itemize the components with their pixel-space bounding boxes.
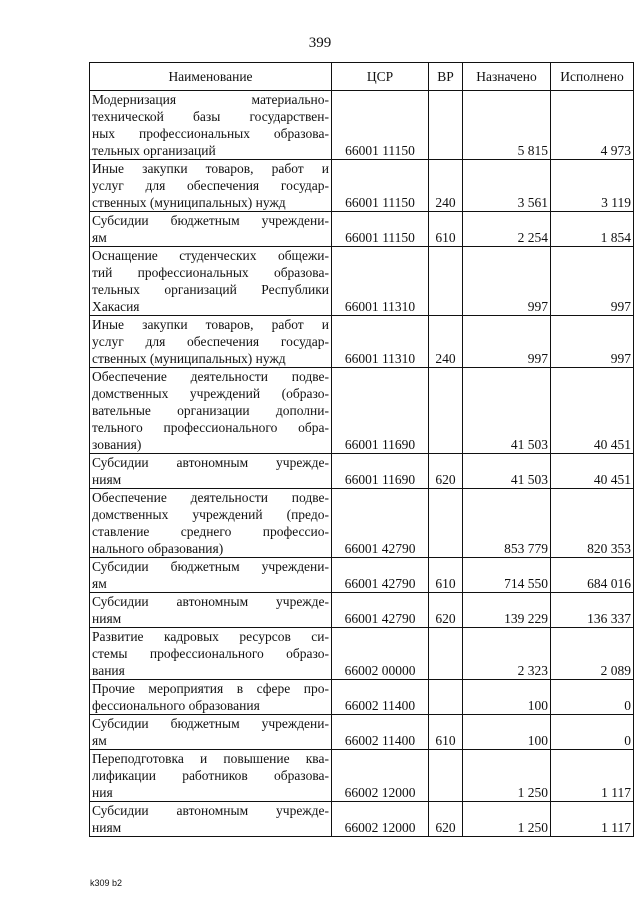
row-name-line: ниям bbox=[92, 611, 122, 626]
row-csr: 66001 11310 bbox=[332, 316, 429, 368]
row-executed: 1 117 bbox=[551, 802, 634, 837]
row-name bbox=[90, 368, 332, 454]
row-executed: 40 451 bbox=[551, 368, 634, 454]
table-row bbox=[90, 212, 634, 247]
row-name-line: Обеспечение деятельности подве- bbox=[92, 490, 329, 505]
row-name-line: фессионального образования bbox=[92, 698, 260, 713]
row-name-line: ниям bbox=[92, 472, 122, 487]
table-row bbox=[90, 628, 634, 680]
row-vr bbox=[429, 247, 463, 316]
row-name-line: ям bbox=[92, 230, 107, 245]
row-executed: 0 bbox=[551, 680, 634, 715]
row-name-line: лификации работников образова- bbox=[92, 768, 329, 783]
row-executed: 2 089 bbox=[551, 628, 634, 680]
row-name-line: услуг для обеспечения государ- bbox=[92, 334, 329, 349]
table-row bbox=[90, 368, 634, 454]
row-name-line: Субсидии автономным учрежде- bbox=[92, 594, 329, 609]
row-name bbox=[90, 558, 332, 593]
table-body bbox=[90, 91, 634, 837]
row-assigned: 2 323 bbox=[463, 628, 551, 680]
footer-code: k309 b2 bbox=[90, 878, 123, 888]
row-name-line: Субсидии автономным учрежде- bbox=[92, 455, 329, 470]
row-csr: 66001 42790 bbox=[332, 593, 429, 628]
row-assigned: 100 bbox=[463, 680, 551, 715]
row-csr: 66001 11690 bbox=[332, 454, 429, 489]
page-number: 399 bbox=[308, 35, 332, 51]
row-csr: 66002 11400 bbox=[332, 715, 429, 750]
row-assigned: 1 250 bbox=[463, 802, 551, 837]
row-name-line: Развитие кадровых ресурсов си- bbox=[92, 629, 329, 644]
row-vr: 240 bbox=[429, 160, 463, 212]
row-executed: 820 353 bbox=[551, 489, 634, 558]
header-csr: ЦСР bbox=[332, 63, 429, 91]
row-assigned: 1 250 bbox=[463, 750, 551, 802]
row-name-line: ственных (муниципальных) нужд bbox=[92, 195, 286, 210]
table-row bbox=[90, 802, 634, 837]
row-vr: 620 bbox=[429, 593, 463, 628]
header-name: Наименование bbox=[90, 63, 332, 91]
row-name bbox=[90, 247, 332, 316]
row-name-line: Переподготовка и повышение ква- bbox=[92, 751, 329, 766]
table-row bbox=[90, 593, 634, 628]
row-assigned: 853 779 bbox=[463, 489, 551, 558]
row-name bbox=[90, 680, 332, 715]
row-executed: 0 bbox=[551, 715, 634, 750]
header-executed: Исполнено bbox=[551, 63, 634, 91]
row-name-line: Субсидии бюджетным учреждени- bbox=[92, 213, 329, 228]
row-name-line: ям bbox=[92, 733, 107, 748]
row-assigned: 5 815 bbox=[463, 91, 551, 160]
row-vr bbox=[429, 628, 463, 680]
row-assigned: 3 561 bbox=[463, 160, 551, 212]
row-vr bbox=[429, 91, 463, 160]
table-row bbox=[90, 316, 634, 368]
table-row bbox=[90, 680, 634, 715]
row-csr: 66002 12000 bbox=[332, 802, 429, 837]
row-executed: 3 119 bbox=[551, 160, 634, 212]
row-name-line: Иные закупки товаров, работ и bbox=[92, 161, 329, 176]
row-name bbox=[90, 750, 332, 802]
row-executed: 136 337 bbox=[551, 593, 634, 628]
row-executed: 997 bbox=[551, 247, 634, 316]
table-row bbox=[90, 558, 634, 593]
row-name-line: тий профессиональных образова- bbox=[92, 265, 329, 280]
row-name-line: Субсидии бюджетным учреждени- bbox=[92, 559, 329, 574]
row-csr: 66002 11400 bbox=[332, 680, 429, 715]
row-assigned: 714 550 bbox=[463, 558, 551, 593]
row-executed: 1 117 bbox=[551, 750, 634, 802]
table-row bbox=[90, 91, 634, 160]
row-executed: 1 854 bbox=[551, 212, 634, 247]
row-vr bbox=[429, 680, 463, 715]
row-name bbox=[90, 802, 332, 837]
header-assigned: Назначено bbox=[463, 63, 551, 91]
row-csr: 66002 12000 bbox=[332, 750, 429, 802]
row-csr: 66001 11690 bbox=[332, 368, 429, 454]
row-name bbox=[90, 91, 332, 160]
row-csr: 66001 11150 bbox=[332, 160, 429, 212]
row-name bbox=[90, 715, 332, 750]
row-name-line: тельных организаций Республики bbox=[92, 282, 329, 297]
row-name-line: ния bbox=[92, 785, 113, 800]
row-name-line: зования) bbox=[92, 437, 142, 452]
row-assigned: 100 bbox=[463, 715, 551, 750]
row-name-line: ных профессиональных образова- bbox=[92, 126, 329, 141]
row-csr: 66001 42790 bbox=[332, 489, 429, 558]
row-name bbox=[90, 454, 332, 489]
table-row bbox=[90, 715, 634, 750]
row-name-line: Модернизация материально- bbox=[92, 92, 329, 107]
row-executed: 997 bbox=[551, 316, 634, 368]
row-vr: 240 bbox=[429, 316, 463, 368]
row-executed: 40 451 bbox=[551, 454, 634, 489]
row-vr: 610 bbox=[429, 558, 463, 593]
row-name-line: ям bbox=[92, 576, 107, 591]
table-row bbox=[90, 247, 634, 316]
row-vr: 620 bbox=[429, 454, 463, 489]
row-name-line: вания bbox=[92, 663, 125, 678]
row-csr: 66001 11150 bbox=[332, 212, 429, 247]
row-vr: 610 bbox=[429, 212, 463, 247]
row-vr bbox=[429, 368, 463, 454]
row-name bbox=[90, 489, 332, 558]
row-name-line: Субсидии автономным учрежде- bbox=[92, 803, 329, 818]
row-name-line: Обеспечение деятельности подве- bbox=[92, 369, 329, 384]
table-header-row bbox=[90, 63, 634, 91]
row-name bbox=[90, 628, 332, 680]
table-row bbox=[90, 750, 634, 802]
row-csr: 66001 42790 bbox=[332, 558, 429, 593]
row-name-line: ственных (муниципальных) нужд bbox=[92, 351, 286, 366]
row-name-line: домственных учреждений (предо- bbox=[92, 507, 329, 522]
row-assigned: 2 254 bbox=[463, 212, 551, 247]
row-executed: 684 016 bbox=[551, 558, 634, 593]
row-name bbox=[90, 212, 332, 247]
row-name-line: услуг для обеспечения государ- bbox=[92, 178, 329, 193]
row-assigned: 139 229 bbox=[463, 593, 551, 628]
row-name bbox=[90, 593, 332, 628]
row-name-line: технической базы государствен- bbox=[92, 109, 329, 124]
row-vr bbox=[429, 750, 463, 802]
row-name bbox=[90, 160, 332, 212]
row-csr: 66001 11150 bbox=[332, 91, 429, 160]
row-vr: 620 bbox=[429, 802, 463, 837]
row-name-line: ниям bbox=[92, 820, 122, 835]
header-vr: ВР bbox=[429, 63, 463, 91]
row-csr: 66001 11310 bbox=[332, 247, 429, 316]
row-executed: 4 973 bbox=[551, 91, 634, 160]
row-name-line: Хакасия bbox=[92, 299, 140, 314]
row-name-line: нального образования) bbox=[92, 541, 224, 556]
table-row bbox=[90, 489, 634, 558]
table-row bbox=[90, 454, 634, 489]
table-row bbox=[90, 160, 634, 212]
row-name-line: вательные организации дополни- bbox=[92, 403, 329, 418]
budget-table bbox=[89, 62, 634, 837]
row-name-line: Субсидии бюджетным учреждени- bbox=[92, 716, 329, 731]
row-assigned: 997 bbox=[463, 316, 551, 368]
row-name-line: Иные закупки товаров, работ и bbox=[92, 317, 329, 332]
row-name bbox=[90, 316, 332, 368]
row-assigned: 997 bbox=[463, 247, 551, 316]
row-vr bbox=[429, 489, 463, 558]
row-name-line: тельных организаций bbox=[92, 143, 216, 158]
row-name-line: домственных учреждений (образо- bbox=[92, 386, 329, 401]
row-name-line: стемы профессионального образо- bbox=[92, 646, 329, 661]
row-name-line: Прочие мероприятия в сфере про- bbox=[92, 681, 329, 696]
row-name-line: тельного профессионального обра- bbox=[92, 420, 329, 435]
row-assigned: 41 503 bbox=[463, 368, 551, 454]
row-assigned: 41 503 bbox=[463, 454, 551, 489]
row-csr: 66002 00000 bbox=[332, 628, 429, 680]
row-name-line: Оснащение студенческих общежи- bbox=[92, 248, 329, 263]
row-vr: 610 bbox=[429, 715, 463, 750]
row-name-line: ставление среднего профессио- bbox=[92, 524, 329, 539]
